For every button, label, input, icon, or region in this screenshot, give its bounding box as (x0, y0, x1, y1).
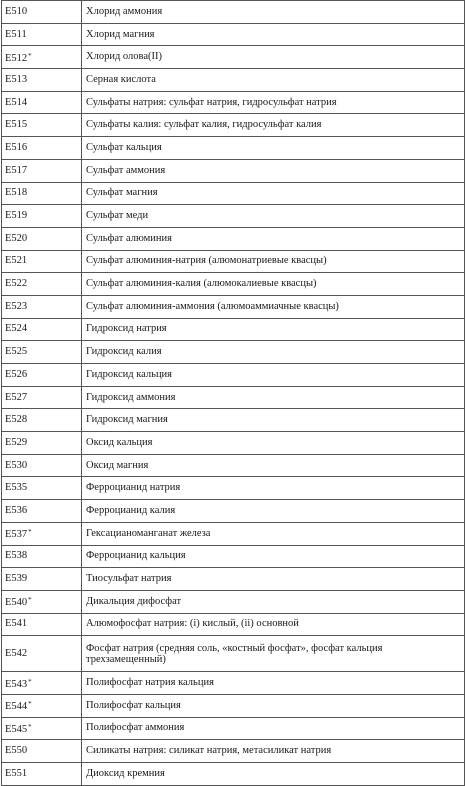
additive-code: E525 (5, 346, 28, 358)
additive-name: Ферроцианид натрия (82, 477, 465, 500)
additive-code: E529 (5, 436, 28, 448)
additive-code: E538 (5, 550, 28, 562)
additive-name: Ферроцианид калия (82, 500, 465, 523)
additive-name: Полифосфат натрия кальция (82, 672, 465, 695)
table-row (2, 23, 465, 46)
additive-code: E519 (5, 210, 28, 222)
additive-code-cell (2, 182, 82, 205)
additive-code-cell (2, 568, 82, 591)
additive-code-cell (2, 636, 82, 672)
additive-name: Гексацианоманганат железа (82, 522, 465, 545)
additive-name: Алюмофосфат натрия: (i) кислый, (ii) основной (82, 613, 465, 636)
additive-code-cell (2, 454, 82, 477)
additive-code: E536 (5, 504, 28, 516)
footnote-marker: * (28, 528, 32, 537)
additive-name: Сульфаты натрия: сульфат натрия, гидросульфат натрия (82, 91, 465, 114)
additive-code-cell (2, 69, 82, 92)
additive-code: E515 (5, 119, 28, 131)
additive-name: Ферроцианид кальция (82, 545, 465, 568)
additive-name: Серная кислота (82, 69, 465, 92)
additive-code: E520 (5, 232, 28, 244)
table-row (2, 46, 465, 69)
additive-code: E522 (5, 278, 28, 290)
table-row (2, 763, 465, 786)
additive-code-cell (2, 23, 82, 46)
table-row (2, 318, 465, 341)
additive-code: E512 (5, 52, 28, 64)
table-row (2, 694, 465, 717)
table-row (2, 409, 465, 432)
additive-name: Фосфат натрия (средняя соль, «костный фосфат», фосфат кальция трехзамещенный) (82, 636, 465, 672)
table-row (2, 91, 465, 114)
additive-name: Дикальция дифосфат (82, 590, 465, 613)
additive-code: E537 (5, 529, 28, 541)
footnote-marker: * (28, 51, 32, 60)
table-row (2, 590, 465, 613)
footnote-marker: * (28, 700, 32, 709)
additive-name: Полифосфат кальция (82, 694, 465, 717)
additive-code-cell (2, 500, 82, 523)
additive-code-cell (2, 694, 82, 717)
additive-code-cell (2, 273, 82, 296)
table-row (2, 159, 465, 182)
table-row (2, 364, 465, 387)
table-row (2, 273, 465, 296)
table-row (2, 545, 465, 568)
additive-name: Оксид кальция (82, 432, 465, 455)
additives-table-body (2, 1, 465, 786)
additive-code: E516 (5, 141, 28, 153)
additive-name: Сульфат кальция (82, 137, 465, 160)
additive-name: Силикаты натрия: силикат натрия, метасиликат натрия (82, 740, 465, 763)
additive-code-cell (2, 364, 82, 387)
additive-code-cell (2, 114, 82, 137)
additive-code: E551 (5, 767, 28, 779)
additive-code-cell (2, 91, 82, 114)
additive-code-cell (2, 740, 82, 763)
additive-name: Хлорид магния (82, 23, 465, 46)
additive-code: E528 (5, 414, 28, 426)
additive-code: E511 (5, 28, 27, 40)
additive-code-cell (2, 613, 82, 636)
additive-code-cell (2, 545, 82, 568)
additive-name: Диоксид кремния (82, 763, 465, 786)
additive-code-cell (2, 672, 82, 695)
additive-code: E523 (5, 300, 28, 312)
additive-code: E544 (5, 701, 28, 713)
table-row (2, 522, 465, 545)
additive-code-cell (2, 250, 82, 273)
table-row (2, 613, 465, 636)
additive-name: Полифосфат аммония (82, 717, 465, 740)
additive-code-cell (2, 205, 82, 228)
additive-name: Сульфат алюминия-калия (алюмокалиевые квасцы) (82, 273, 465, 296)
footnote-marker: * (28, 722, 32, 731)
additive-code: E521 (5, 255, 28, 267)
additive-code: E540 (5, 597, 28, 609)
additive-code: E550 (5, 745, 28, 757)
additive-code-cell (2, 137, 82, 160)
table-row (2, 454, 465, 477)
additive-code-cell (2, 318, 82, 341)
table-row (2, 182, 465, 205)
table-row (2, 432, 465, 455)
additive-name: Сульфат алюминия (82, 227, 465, 250)
additive-code: E510 (5, 5, 28, 17)
additive-name: Сульфат алюминия-аммония (алюмоаммиачные квасцы) (82, 295, 465, 318)
additive-code: E514 (5, 96, 28, 108)
additive-code-cell (2, 717, 82, 740)
additive-code-cell (2, 763, 82, 786)
additive-code: E517 (5, 164, 28, 176)
additive-code: E518 (5, 187, 28, 199)
additive-code: E524 (5, 323, 28, 335)
additive-code-cell (2, 409, 82, 432)
additive-name: Гидроксид магния (82, 409, 465, 432)
table-row (2, 477, 465, 500)
additive-name: Сульфат меди (82, 205, 465, 228)
additive-code: E513 (5, 73, 28, 85)
footnote-marker: * (28, 677, 32, 686)
additive-code-cell (2, 432, 82, 455)
additives-table (1, 0, 465, 786)
table-row (2, 295, 465, 318)
table-row (2, 1, 465, 24)
additive-code-cell (2, 227, 82, 250)
additive-name: Сульфат магния (82, 182, 465, 205)
additive-code: E535 (5, 482, 28, 494)
additive-code-cell (2, 522, 82, 545)
additive-name: Гидроксид калия (82, 341, 465, 364)
table-row (2, 69, 465, 92)
table-row (2, 227, 465, 250)
additive-name: Хлорид аммония (82, 1, 465, 24)
additive-name: Гидроксид натрия (82, 318, 465, 341)
additive-code: E526 (5, 368, 28, 380)
additive-code: E545 (5, 723, 28, 735)
table-row (2, 114, 465, 137)
table-row (2, 672, 465, 695)
additive-name: Гидроксид аммония (82, 386, 465, 409)
additive-code-cell (2, 46, 82, 69)
additive-code-cell (2, 1, 82, 24)
additive-name: Сульфат аммония (82, 159, 465, 182)
additive-code: E541 (5, 618, 28, 630)
additive-code-cell (2, 341, 82, 364)
additive-code-cell (2, 477, 82, 500)
additive-code: E543 (5, 678, 28, 690)
additive-code-cell (2, 295, 82, 318)
table-row (2, 137, 465, 160)
additive-name: Тиосульфат натрия (82, 568, 465, 591)
additive-code-cell (2, 386, 82, 409)
additive-name: Гидроксид кальция (82, 364, 465, 387)
table-row (2, 386, 465, 409)
additive-code-cell (2, 159, 82, 182)
table-row (2, 250, 465, 273)
additive-code: E527 (5, 391, 28, 403)
table-row (2, 740, 465, 763)
additive-name: Оксид магния (82, 454, 465, 477)
additive-code: E539 (5, 573, 28, 585)
additive-code: E542 (5, 647, 28, 659)
footnote-marker: * (28, 596, 32, 605)
additive-code-cell (2, 590, 82, 613)
table-row (2, 636, 465, 672)
table-row (2, 568, 465, 591)
additive-name: Сульфаты калия: сульфат калия, гидросульфат калия (82, 114, 465, 137)
additive-name: Хлорид олова(II) (82, 46, 465, 69)
additive-name: Сульфат алюминия-натрия (алюмонатриевые квасцы) (82, 250, 465, 273)
table-row (2, 341, 465, 364)
table-row (2, 717, 465, 740)
table-row (2, 205, 465, 228)
table-row (2, 500, 465, 523)
additive-code: E530 (5, 459, 28, 471)
